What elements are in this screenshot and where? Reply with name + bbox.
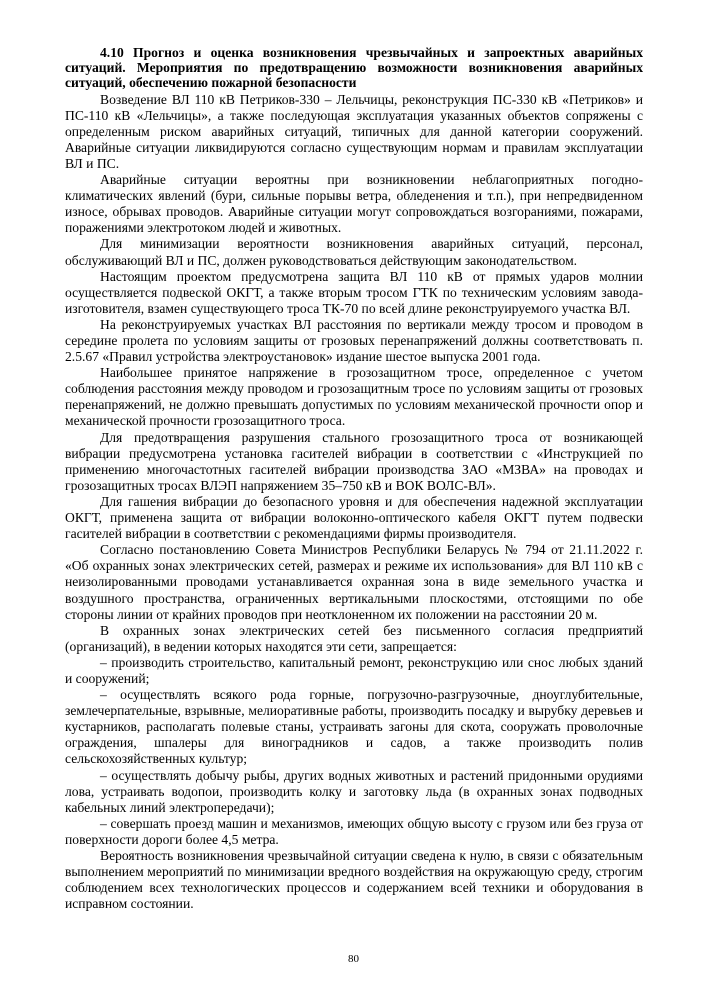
list-item-vehicle-height: – совершать проезд машин и механизмов, имеющих общую высоту с грузом или без груза от поверхности дороги более 4,5 метра.	[65, 815, 643, 847]
section-heading: 4.10 Прогноз и оценка возникновения чрезвычайных и запроектных аварийных ситуаций. Мероприятия по предотвращению возможности возникновения аварийных ситуаций, обеспечению пожарной безопасности	[65, 45, 643, 91]
paragraph-conclusion: Вероятность возникновения чрезвычайной ситуации сведена к нулю, в связи с обязательным выполнением мероприятий по минимизации вредного воздействия на окружающую среду, строгим соблюдением всех технологических процессов и содержанием всей техники и оборудования в исправном состоянии.	[65, 848, 643, 912]
document-page	[65, 45, 643, 912]
paragraph-prohibitions-intro: В охранных зонах электрических сетей без письменного согласия предприятий (организаций), в ведении которых находятся эти сети, запрещается:	[65, 622, 643, 654]
paragraph-weather-emergencies: Аварийные ситуации вероятны при возникновении неблагоприятных погодно-климатических явлений (бури, сильные порывы ветра, обледенения и т.п.), при непредвиденном износе, обрывах проводов. Аварийные ситуации могут сопровождаться возгораниями, пожарами, поражениями электротоком людей и животных.	[65, 172, 643, 236]
page-number: 80	[348, 953, 359, 965]
paragraph-okgt-vibration: Для гашения вибрации до безопасного уровня и для обеспечения надежной эксплуатации ОКГТ, применена защита от вибрации волоконно-оптического кабеля ОКГТ путем подвески гасителей вибрации в соответствии с рекомендациями фирмы производителя.	[65, 493, 643, 542]
list-item-construction: – производить строительство, капитальный ремонт, реконструкцию или снос любых зданий и сооружений;	[65, 654, 643, 686]
list-item-fishing: – осуществлять добычу рыбы, других водных животных и растений придонными орудиями лова, устраивать водопои, производить колку и заготовку льда (в охранных зонах подводных кабельных линий электропередачи);	[65, 767, 643, 815]
paragraph-cable-distances: На реконструируемых участках ВЛ расстояния по вертикали между тросом и проводом в середине пролета по условиям защиты от грозовых перенапряжений должны соответствовать п. 2.5.67 «Правил устройства электроустановок» издание шестое выпуска 2001 года.	[65, 316, 643, 365]
paragraph-lightning-protection: Настоящим проектом предусмотрена защита ВЛ 110 кВ от прямых ударов молнии осуществляется подвеской ОКГТ, а также вторым тросом ГТК по техническим условиям завода-изготовителя, взамен существующего троса ТК-70 по всей длине реконструируемого участка ВЛ.	[65, 268, 643, 316]
paragraph-protection-zone: Согласно постановлению Совета Министров Республики Беларусь № 794 от 21.11.2022 г. «Об охранных зонах электрических сетей, размерах и режиме их использования» для ВЛ 110 кВ с неизолированными проводами устанавливается охранная зона в виде земельного участка и воздушного пространства, ограниченных вертикальными плоскостями, отстоящими по обе стороны линии от крайних проводов при неотклоненном их положении на расстоянии 20 м.	[65, 542, 643, 622]
paragraph-personnel-legislation: Для минимизации вероятности возникновения аварийных ситуаций, персонал, обслуживающий ВЛ и ПС, должен руководствоваться действующим законодательством.	[65, 236, 643, 268]
paragraph-cable-tension: Наибольшее принятое напряжение в грозозащитном тросе, определенное с учетом соблюдения расстояния между проводом и грозозащитным тросе по условиям защиты от грозовых перенапряжений, не должно превышать допустимых по условиям механической прочности опор и механической прочности грозозащитного троса.	[65, 365, 643, 429]
paragraph-construction-risk: Возведение ВЛ 110 кВ Петриков-330 – Лельчицы, реконструкция ПС-330 кВ «Петриков» и ПС-110 кВ «Лельчицы», а также последующая эксплуатация указанных объектов сопряжены с определенным риском аварийных ситуаций, типичных для данной категории сооружений. Аварийные ситуации ликвидируются согласно существующим нормам и правилам эксплуатации ВЛ и ПС.	[65, 91, 643, 171]
paragraph-vibration-dampers: Для предотвращения разрушения стального грозозащитного троса от возникающей вибрации предусмотрена установка гасителей вибрации в соответствии с «Инструкцией по применению многочастотных гасителей вибрации производства ЗАО «МЗВА» на проводах и грозозащитных тросах ВЛЭП напряжением 35–750 кВ и ВОК ВОЛС-ВЛ».	[65, 429, 643, 493]
list-item-earthworks: – осуществлять всякого рода горные, погрузочно-разгрузочные, дноуглубительные, землечерпательные, взрывные, мелиоративные работы, производить посадку и вырубку деревьев и кустарников, располагать полевые станы, устраивать загоны для скота, сооружать проволочные ограждения, шпалеры для виноградников и садов, а также производить полив сельскохозяйственных культур;	[65, 687, 643, 767]
document-body	[65, 92, 643, 913]
